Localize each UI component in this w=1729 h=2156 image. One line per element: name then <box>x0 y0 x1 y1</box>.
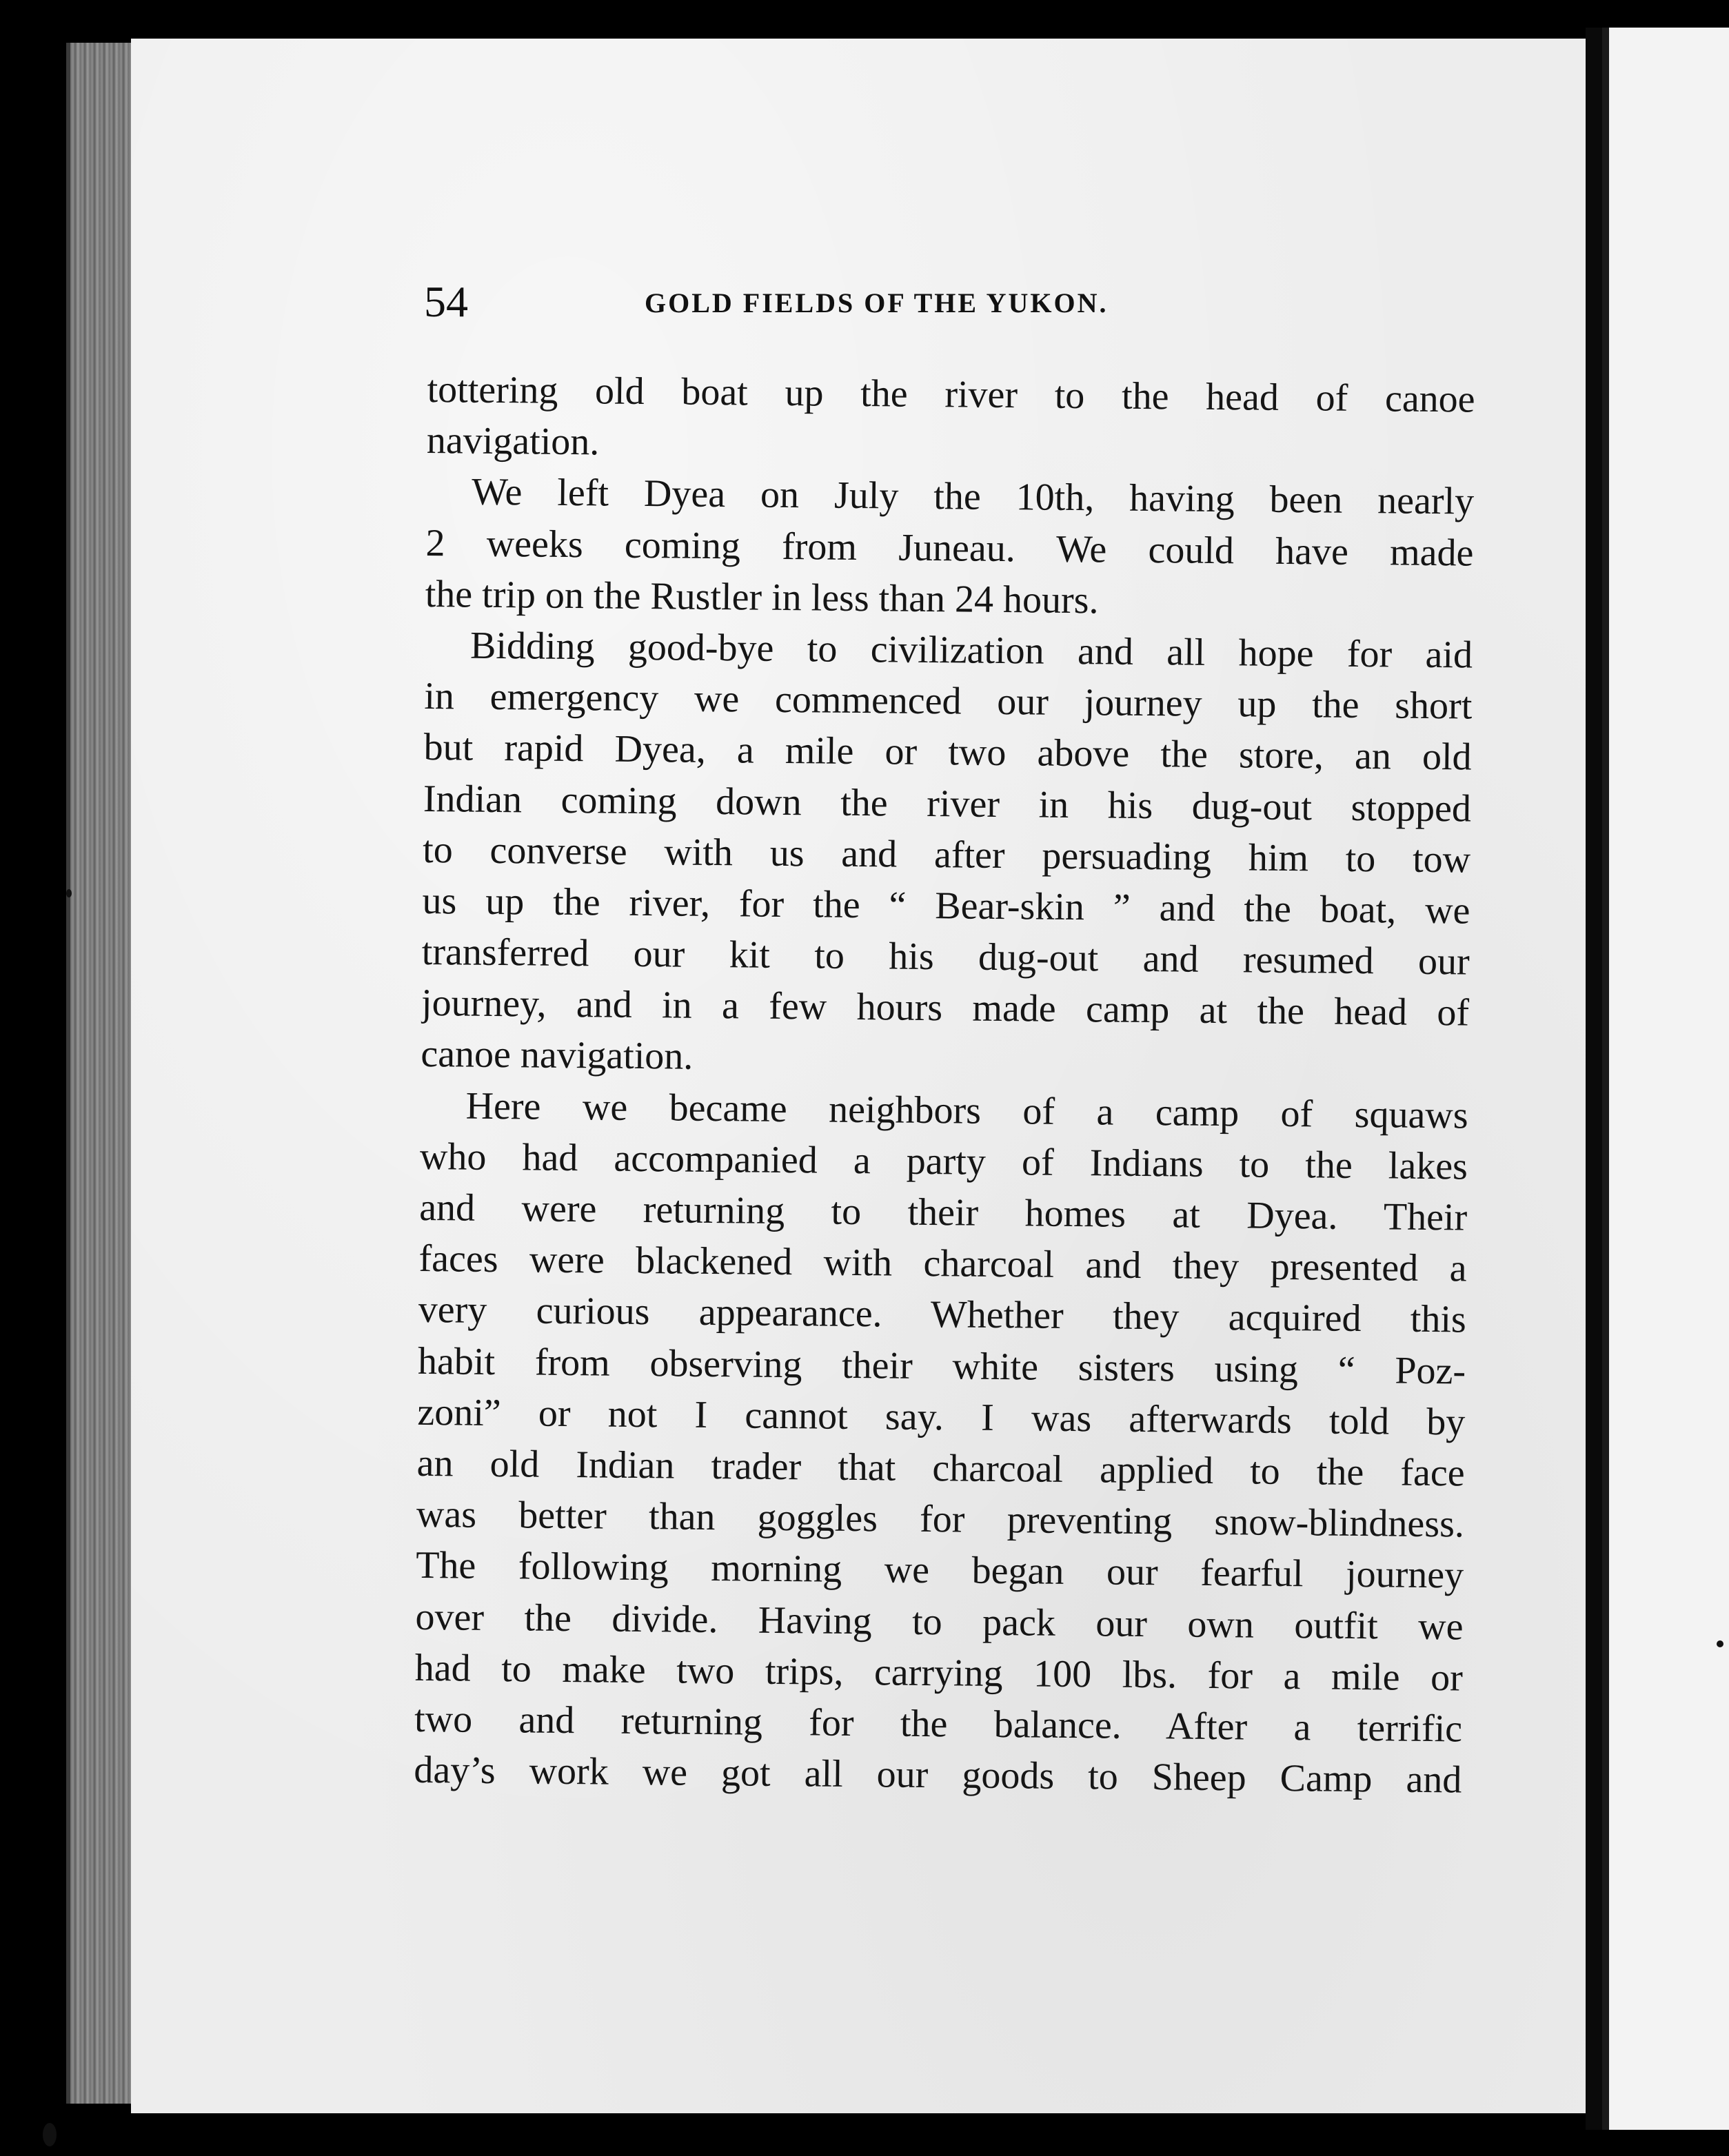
text-line: was better than goggles for preventing snow-blindness. <box>416 1493 1465 1546</box>
text-line: tottering old boat up the river to the head of canoe <box>427 367 1475 421</box>
text-line: and were returning to their homes at Dyea. Their <box>418 1186 1468 1239</box>
text-line: but rapid Dyea, a mile or two above the store, an old <box>423 726 1472 779</box>
text-line: an old Indian trader that charcoal applied to the face <box>416 1441 1465 1495</box>
scan-speck <box>43 2123 57 2146</box>
page-number: 54 <box>424 277 468 326</box>
text-line: We left Dyea on July the 10th, having been nearly <box>471 471 1475 523</box>
scan-speck <box>1717 1640 1723 1647</box>
scan-speck <box>66 889 72 897</box>
text-line: the trip on the Rustler in less than 24 hours. <box>425 572 1099 622</box>
text-line: The following morning we began our fearful journey <box>415 1544 1464 1597</box>
book-gutter <box>1586 28 1602 2130</box>
text-line: zoni” or not I cannot say. I was afterwards told by <box>417 1390 1466 1444</box>
text-line: us up the river, for the “ Bear-skin ” and the boat, we <box>422 879 1470 933</box>
text-line: Indian coming down the river in his dug-out stopped <box>423 777 1472 831</box>
text-line: had to make two trips, carrying 100 lbs. for a mile or <box>414 1646 1464 1700</box>
text-line: very curious appearance. Whether they acquired this <box>418 1288 1467 1341</box>
text-line: over the divide. Having to pack our own outfit we <box>415 1595 1464 1649</box>
body-text <box>414 364 1475 1806</box>
text-line: journey, and in a few hours made camp at the head of <box>421 982 1470 1035</box>
text-line: canoe navigation. <box>421 1033 694 1079</box>
text-line: Bidding good-bye to civilization and all hope for aid <box>469 624 1473 677</box>
text-line: Here we became neighbors of a camp of squaws <box>465 1084 1468 1137</box>
text-line: to converse with us and after persuading him to tow <box>422 828 1471 882</box>
text-line: 2 weeks coming from Juneau. We could have made <box>425 521 1474 575</box>
text-line: day’s work we got all our goods to Sheep Camp and <box>414 1748 1462 1802</box>
text-line: habit from observing their white sisters using “ Poz- <box>417 1339 1466 1393</box>
text-line: who had accompanied a party of Indians to the lakes <box>419 1135 1468 1188</box>
text-line: in emergency we commenced our journey up the short <box>424 675 1473 728</box>
text-line: two and returning for the balance. After a terrific <box>414 1697 1463 1751</box>
text-line: navigation. <box>426 419 600 464</box>
text-line: transferred our kit to his dug-out and resumed our <box>421 930 1470 984</box>
page-header <box>424 269 1265 331</box>
text-line: faces were blackened with charcoal and they presented a <box>418 1237 1467 1290</box>
running-title: GOLD FIELDS OF THE YUKON. <box>645 287 1109 318</box>
facing-page-edge <box>1602 28 1729 2130</box>
